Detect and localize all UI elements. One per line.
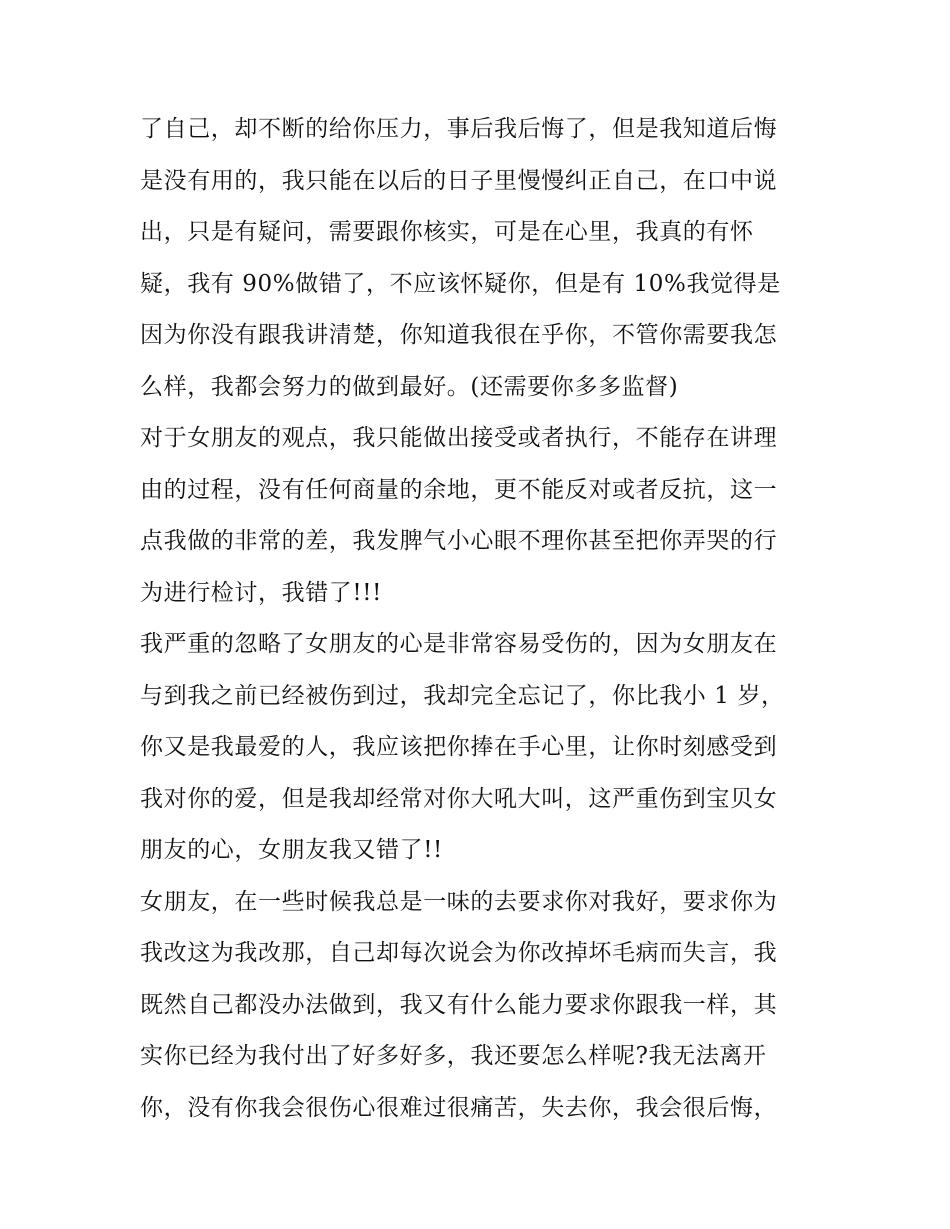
body-text: [140, 104, 820, 1134]
text-line-5: 因为你没有跟我讲清楚，你知道我很在乎你，不管你需要我怎: [140, 322, 778, 348]
text-line-3: 出，只是有疑问，需要跟你核实，可是在心里，我真的有怀: [140, 219, 754, 245]
text-line-11: 我严重的忽略了女朋友的心是非常容易受伤的，因为女朋友在: [140, 631, 778, 657]
text-line-14: 我对你的爱，但是我却经常对你大吼大叫，这严重伤到宝贝女: [140, 785, 778, 812]
text-line-18: 既然自己都没办法做到，我又有什么能力要求你跟我一样，其: [140, 991, 778, 1018]
text-line-1: 了自己，却不断的给你压力，事后我后悔了，但是我知道后悔: [140, 116, 778, 142]
text-line-17: 我改这为我改那，自己却每次说会为你改掉坏毛病而失言，我: [140, 940, 778, 966]
text-line-19: 实你已经为我付出了好多好多，我还要怎么样呢?我无法离开: [140, 1043, 767, 1069]
text-line-8: 由的过程，没有任何商量的余地，更不能反对或者反抗，这一: [140, 476, 778, 503]
text-line-15: 朋友的心，女朋友我又错了!!: [140, 837, 443, 863]
text-line-16: 女朋友，在一些时候我总是一味的去要求你对我好，要求你为: [140, 888, 778, 915]
text-line-12: 与到我之前已经被伤到过，我却完全忘记了，你比我小 1 岁，: [140, 682, 785, 709]
text-line-6: 么样，我都会努力的做到最好。(还需要你多多监督): [140, 373, 679, 400]
text-line-4: 疑，我有 90%做错了，不应该怀疑你，但是有 10%我觉得是: [140, 270, 781, 297]
text-line-20: 你，没有你我会很伤心很难过很痛苦，失去你，我会很后悔，: [140, 1094, 778, 1121]
text-line-2: 是没有用的，我只能在以后的日子里慢慢纠正自己，在口中说: [140, 167, 778, 194]
text-line-13: 你又是我最爱的人，我应该把你捧在手心里，让你时刻感受到: [140, 734, 778, 760]
text-line-7: 对于女朋友的观点，我只能做出接受或者执行，不能存在讲理: [140, 425, 778, 451]
text-line-9: 点我做的非常的差，我发脾气小心眼不理你甚至把你弄哭的行: [140, 528, 778, 554]
text-line-10: 为进行检讨，我错了!!!: [140, 579, 382, 606]
